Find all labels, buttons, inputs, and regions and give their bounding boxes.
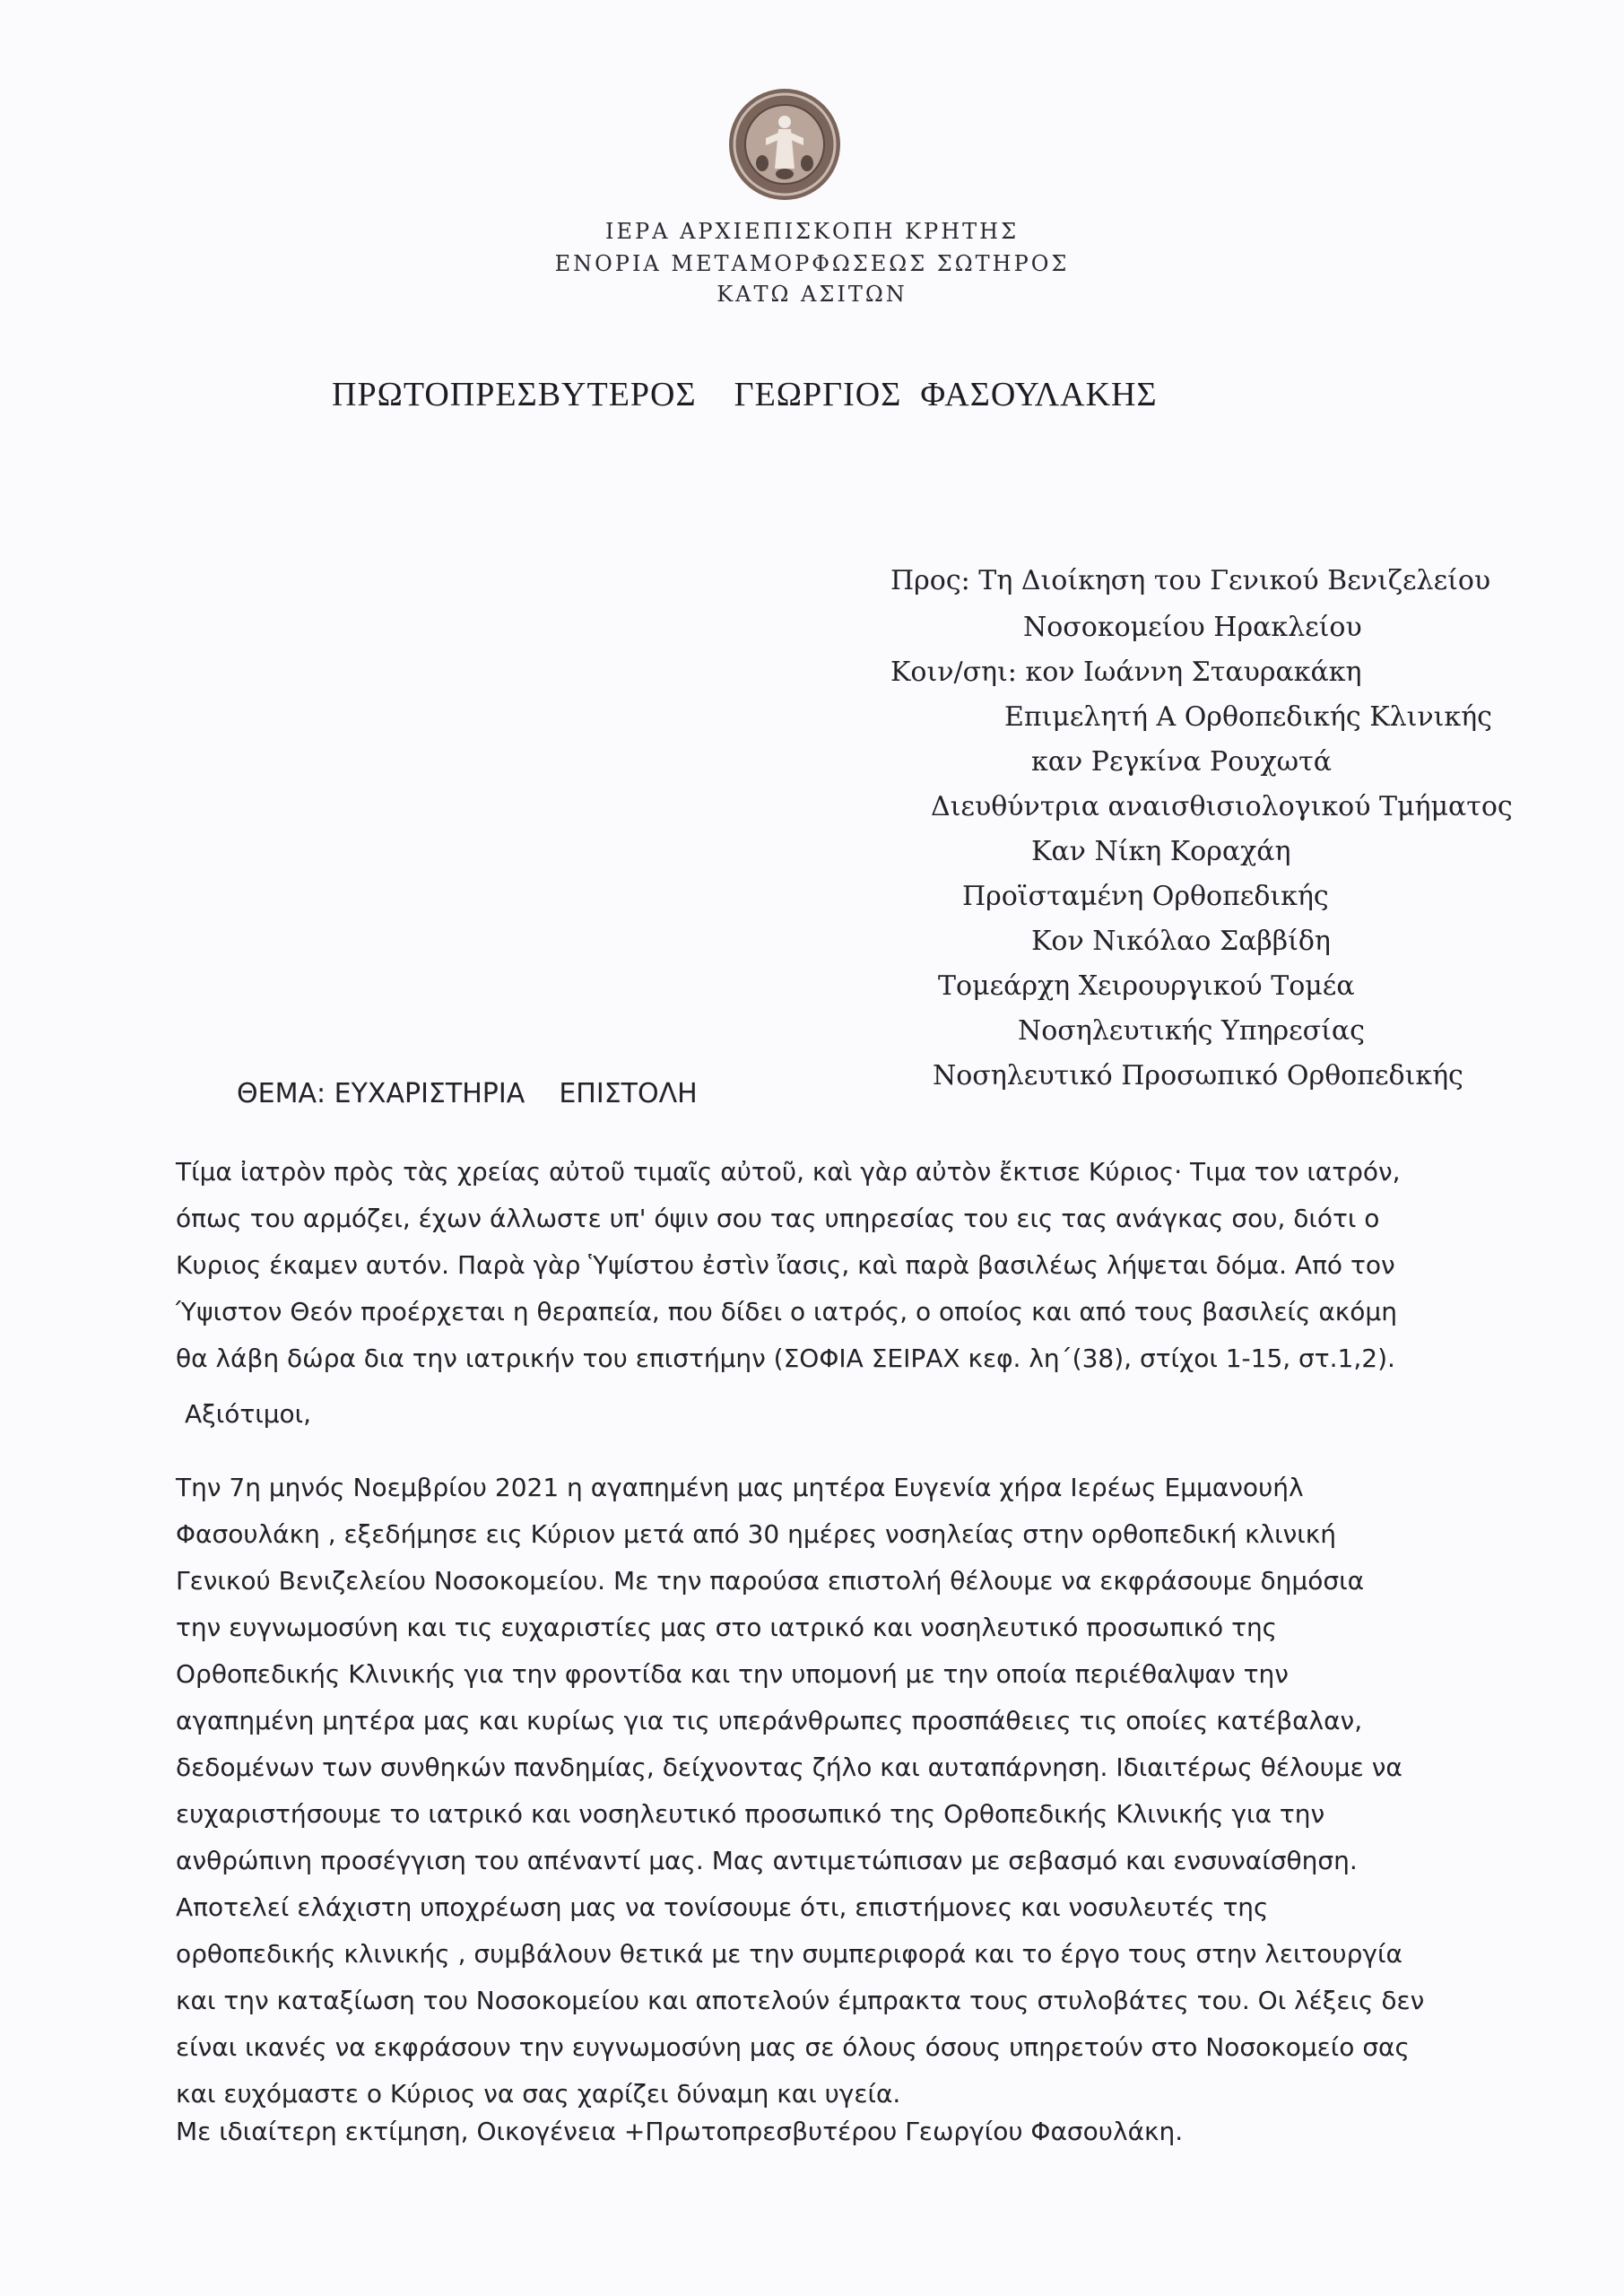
letterhead-parish: ΕΝΟΡΙΑ ΜΕΤΑΜΟΡΦΩΣΕΩΣ ΣΩΤΗΡΟΣ (554, 251, 1070, 276)
quote-line: Ύψιστον Θεόν προέρχεται η θεραπεία, που δίδει ο ιατρός, ο οποίος και από τους βασιλείς ακόμη (176, 1297, 1397, 1326)
quote-line: Κυριος έκαμεν αυτόν. Παρὰ γὰρ Ὑψίστου ἐστὶν ἴασις, καὶ παρὰ βασιλέως λήψεται δόμα. Από τον (176, 1250, 1395, 1280)
recipient-line: Κον Νικόλαο Σαββίδη (1031, 926, 1331, 957)
body-line: αγαπημένη μητέρα μας και κυρίως για τις υπεράνθρωπες προσπάθειες τις οποίες κατέβαλαν, (176, 1706, 1363, 1735)
body-line: Ορθοπεδικής Κλινικής για την φροντίδα και την υπομονή με την οποία περιέθαλψαν την (176, 1659, 1289, 1689)
letterhead-location: ΚΑΤΩ ΑΣΙΤΩΝ (716, 282, 908, 307)
body-line: Γενικού Βενιζελείου Νοσοκομείου. Με την παρούσα επιστολή θέλουμε να εκφράσουμε δημόσια (176, 1566, 1365, 1596)
recipient-line: Διευθύντρια αναισθισιολογικού Τμήματος (931, 791, 1513, 822)
body-line: και ευχόμαστε ο Κύριος να σας χαρίζει δύναμη και υγεία. (176, 2079, 901, 2109)
recipient-line: Προς: Τη Διοίκηση του Γενικού Βενιζελείου (890, 565, 1491, 596)
sender-name: ΠΡΩΤΟΠΡΕΣΒΥΤΕΡΟΣ ΓΕΩΡΓΙΟΣ ΦΑΣΟΥΛΑΚΗΣ (332, 376, 1158, 413)
recipient-line: Επιμελητή Α Ορθοπεδικής Κλινικής (1004, 701, 1492, 733)
body-line: ευχαριστήσουμε το ιατρικό και νοσηλευτικό προσωπικό της Ορθοπεδικής Κλινικής για την (176, 1799, 1325, 1829)
body-line: και την καταξίωση του Νοσοκομείου και αποτελούν έμπρακτα τους στυλοβάτες του. Οι λέξεις δεν (176, 1986, 1425, 2015)
letterhead-archdiocese: ΙΕΡΑ ΑΡΧΙΕΠΙΣΚΟΠΗ ΚΡΗΤΗΣ (604, 219, 1020, 244)
quote-line: θα λάβη δώρα δια την ιατρικήν του επιστήμην (ΣΟΦΙΑ ΣΕΙΡΑΧ κεφ. λη΄(38), στίχοι 1-15, στ.1,2). (176, 1344, 1395, 1373)
body-line: ανθρώπινη προσέγγιση του απέναντί μας. Μας αντιμετώπισαν με σεβασμό και ενσυναίσθηση. (176, 1846, 1358, 1875)
recipient-line: Προϊσταμένη Ορθοπεδικής (962, 881, 1329, 912)
recipient-line: Νοσηλευτικό Προσωπικό Ορθοπεδικής (933, 1060, 1463, 1091)
body-line: ορθοπεδικής κλινικής , συμβάλουν θετικά με την συμπεριφορά και το έργο τους στην λειτουργία (176, 1939, 1403, 1969)
recipient-line: Κοιν/σηι: κον Ιωάννη Σταυρακάκη (890, 657, 1362, 688)
body-line: Την 7η μηνός Νοεμβρίου 2021 η αγαπημένη μας μητέρα Ευγενία χήρα Ιερέως Εμμανουήλ (176, 1473, 1304, 1502)
quote-line: όπως του αρμόζει, έχων άλλωστε υπ' όψιν σου τας υπηρεσίας του εις τας ανάγκας σου, διότι ο (176, 1204, 1380, 1233)
recipient-line: Καν Νίκη Κοραχάη (1031, 836, 1291, 867)
recipient-line: Νοσηλευτικής Υπηρεσίας (1018, 1015, 1365, 1047)
closing-signature: Με ιδιαίτερη εκτίμηση, Οικογένεια +Πρωτοπρεσβυτέρου Γεωργίου Φασουλάκη. (176, 2117, 1184, 2146)
recipient-line: Τομεάρχη Χειρουργικού Τομέα (938, 970, 1355, 1002)
quote-line: Τίμα ἰατρὸν πρὸς τὰς χρείας αὐτοῦ τιμαῖς αὐτοῦ, καὶ γὰρ αὐτὸν ἔκτισε Κύριος· Τιμα τον ιατρόν, (176, 1157, 1401, 1187)
body-line: Φασουλάκη , εξεδήμησε εις Κύριον μετά από 30 ημέρες νοσηλείας στην ορθοπεδική κλινική (176, 1519, 1337, 1549)
body-line: Αποτελεί ελάχιστη υποχρέωση μας να τονίσουμε ότι, επιστήμονες και νοσυλευτές της (176, 1892, 1269, 1922)
body-line: είναι ικανές να εκφράσουν την ευγνωμοσύνη μας σε όλους όσους υπηρετούν στο Νοσοκομείο σας (176, 2032, 1410, 2062)
salutation: Αξιότιμοι, (185, 1399, 312, 1429)
subject-line: ΘΕΜΑ: ΕΥΧΑΡΙΣΤΗΡΙΑ ΕΠΙΣΤΟΛΗ (237, 1078, 698, 1109)
church-seal-icon (726, 86, 843, 203)
recipient-line: Νοσοκομείου Ηρακλείου (1023, 612, 1362, 643)
body-line: δεδομένων των συνθηκών πανδημίας, δείχνοντας ζήλο και αυταπάρνηση. Ιδιαιτέρως θέλουμε να (176, 1752, 1403, 1782)
recipient-line: καν Ρεγκίνα Ρουχωτά (1031, 746, 1332, 778)
body-line: την ευγνωμοσύνη και τις ευχαριστίες μας στο ιατρικό και νοσηλευτικό προσωπικό της (176, 1613, 1278, 1642)
